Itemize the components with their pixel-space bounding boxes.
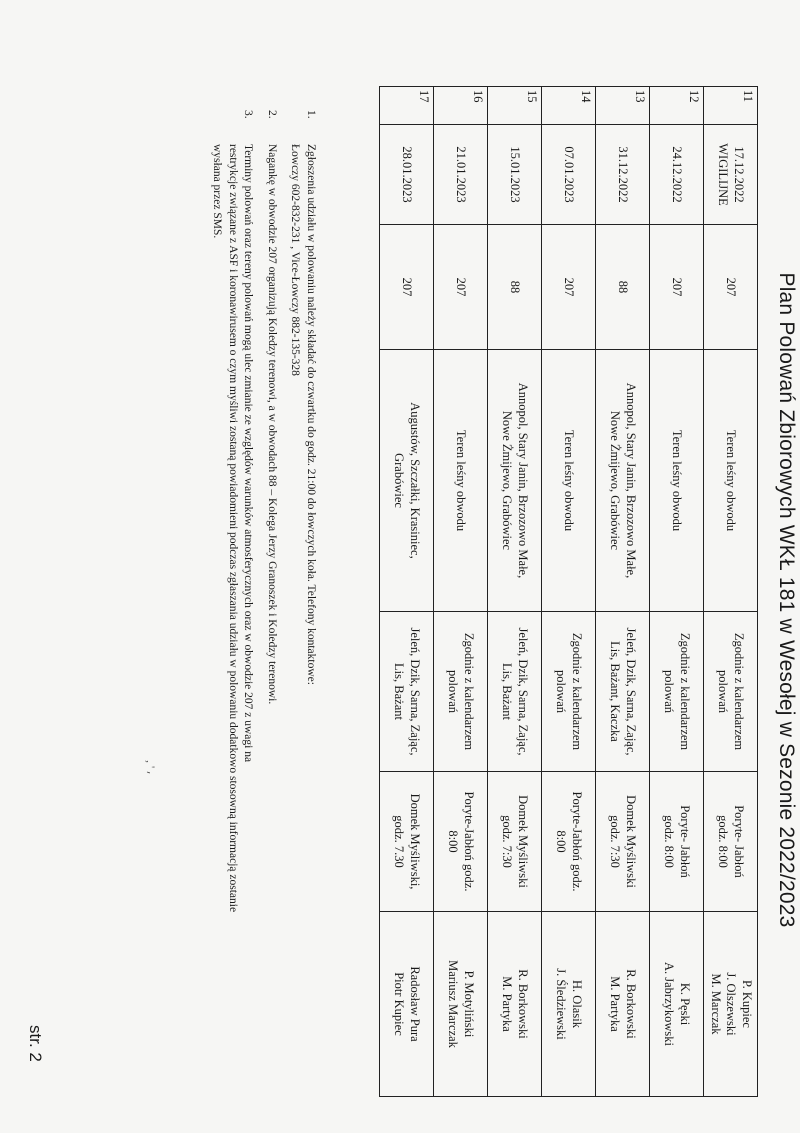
cell-game bbox=[434, 612, 488, 772]
cell-nr bbox=[380, 87, 434, 125]
cell-district bbox=[704, 225, 758, 350]
cell-meeting bbox=[542, 772, 596, 912]
note-number: 1. bbox=[305, 110, 317, 119]
cell-nr bbox=[542, 87, 596, 125]
cell-date bbox=[380, 125, 434, 225]
table-row bbox=[704, 87, 758, 1097]
cell-date bbox=[488, 125, 542, 225]
cell-district-text: 207 bbox=[454, 277, 469, 297]
cell-area bbox=[434, 350, 488, 612]
cell-district-text: 207 bbox=[562, 277, 577, 297]
cell-meeting-text: Domek Myśliwski godz. 7:30 bbox=[608, 795, 639, 888]
note-number: 3. bbox=[242, 110, 255, 119]
cell-game bbox=[596, 612, 650, 772]
cell-leaders-text: Radosław Pura Piotr Kupiec bbox=[392, 966, 423, 1042]
cell-district-text: 207 bbox=[670, 277, 685, 297]
cell-nr-text: 17 bbox=[417, 90, 431, 103]
cell-date bbox=[704, 125, 758, 225]
scan-marks: , ' ⸴ bbox=[144, 760, 158, 775]
cell-nr-text: 11 bbox=[741, 90, 755, 103]
notes-section bbox=[201, 110, 318, 970]
cell-area-text: Augustów, Szczałki, Krasiniec, Grabówiec bbox=[392, 402, 423, 559]
cell-game-text: Jeleń, Dzik, Sarna, Zając, Lis, Bażant, Kaczka bbox=[608, 627, 639, 756]
cell-meeting-text: Poryte- Jabłoń godz. 8:00 bbox=[662, 805, 693, 878]
cell-meeting-text: Poryte- Jabłoń godz. 8:00 bbox=[716, 805, 747, 878]
cell-area-text: Annopol, Stary Janin, Brzozowo Małe, Nowe Żmijewo, Grabówiec bbox=[500, 382, 531, 579]
table-row bbox=[542, 87, 596, 1097]
table-row bbox=[650, 87, 704, 1097]
cell-meeting bbox=[650, 772, 704, 912]
cell-leaders-text: H. Olasik J. Śledziewski bbox=[554, 968, 585, 1040]
cell-district bbox=[380, 225, 434, 350]
note-item bbox=[287, 110, 318, 970]
cell-meeting bbox=[704, 772, 758, 912]
cell-leaders bbox=[380, 912, 434, 1097]
cell-date-text: 17.12.2022 WIGILIJNE bbox=[716, 143, 747, 206]
cell-nr bbox=[596, 87, 650, 125]
cell-meeting-text: Poryte-Jabłoń godz. 8:00 bbox=[446, 791, 477, 892]
cell-leaders-text: P. Motyliński Mariusz Marczak bbox=[446, 960, 477, 1048]
cell-date-text: 21.01.2023 bbox=[454, 146, 469, 203]
cell-nr-text: 13 bbox=[633, 90, 647, 103]
cell-date bbox=[434, 125, 488, 225]
note-text: Nagankę w obwodzie 207 organizują Koledzy terenowi, a w obwodach 88 – Kolega Jerzy Granoszek i Koledzy terenowi. bbox=[265, 144, 278, 705]
cell-area bbox=[542, 350, 596, 612]
note-item bbox=[263, 110, 279, 970]
cell-game-text: Zgodnie z kalendarzem polowań bbox=[446, 632, 477, 751]
cell-game bbox=[542, 612, 596, 772]
cell-date-text: 28.01.2023 bbox=[400, 146, 415, 203]
cell-game bbox=[650, 612, 704, 772]
cell-district-text: 207 bbox=[400, 277, 415, 297]
cell-nr bbox=[488, 87, 542, 125]
cell-leaders-text: R. Borkowski M. Partyka bbox=[500, 969, 531, 1039]
cell-area-text: Teren leśny obwodu bbox=[670, 429, 685, 532]
cell-nr bbox=[704, 87, 758, 125]
table-row bbox=[434, 87, 488, 1097]
cell-date bbox=[596, 125, 650, 225]
page-title: Plan Polowań Zbiorowych WKŁ 181 w Wesołej w Sezonie 2022/2023 bbox=[775, 272, 798, 928]
cell-area-text: Teren leśny obwodu bbox=[562, 429, 577, 532]
cell-meeting bbox=[380, 772, 434, 912]
cell-district-text: 88 bbox=[508, 280, 523, 294]
cell-date-text: 31.12.2022 bbox=[616, 146, 631, 203]
cell-district-text: 88 bbox=[616, 280, 631, 294]
cell-game-text: Jeleń, Dzik, Sarna, Zając, Lis, Bażant bbox=[392, 627, 423, 756]
cell-area bbox=[596, 350, 650, 612]
cell-leaders bbox=[488, 912, 542, 1097]
cell-leaders bbox=[596, 912, 650, 1097]
cell-game bbox=[704, 612, 758, 772]
cell-meeting-text: Poryte-Jabłoń godz. 8:00 bbox=[554, 791, 585, 892]
cell-district bbox=[434, 225, 488, 350]
cell-game bbox=[380, 612, 434, 772]
hunts-schedule-table bbox=[379, 86, 758, 1097]
table-row bbox=[596, 87, 650, 1097]
cell-district-text: 207 bbox=[724, 277, 739, 297]
note-text: Terminy polowań oraz tereny polowań mogą ulec zmianie ze względów warunków atmosferycznych oraz w obwodzie 207 z uwagi na restrykcje związane z ASF i koronawirusem o czym myśliwi zostaną powiadomieni podczas zgłaszania udziału w polowaniu dodatkowo stosowną informacją zostanie wysłana przez SMS. bbox=[211, 144, 255, 913]
cell-leaders bbox=[704, 912, 758, 1097]
note-number: 2. bbox=[265, 110, 278, 119]
cell-meeting bbox=[596, 772, 650, 912]
note-text: Zgłoszenia udziału w polowaniu należy składać do czwartku do godz. 21:00 do łowczych koła. Telefony kontaktowe: Łowczy 602-832-231 , Vice-Łowczy 882-135-328 bbox=[289, 144, 317, 685]
cell-meeting bbox=[488, 772, 542, 912]
cell-nr-text: 15 bbox=[525, 90, 539, 103]
cell-meeting bbox=[434, 772, 488, 912]
cell-leaders-text: K. Pęski A. Jabrzykowski bbox=[662, 961, 693, 1046]
cell-nr-text: 16 bbox=[471, 90, 485, 103]
cell-nr bbox=[434, 87, 488, 125]
cell-date-text: 15.01.2023 bbox=[508, 146, 523, 203]
cell-date-text: 24.12.2022 bbox=[670, 146, 685, 203]
cell-area bbox=[650, 350, 704, 612]
cell-nr bbox=[650, 87, 704, 125]
cell-game-text: Zgodnie z kalendarzem polowań bbox=[662, 632, 693, 751]
cell-game-text: Zgodnie z kalendarzem polowań bbox=[716, 632, 747, 751]
cell-leaders-text: R. Borkowski M. Partyka bbox=[608, 969, 639, 1039]
cell-date-text: 07.01.2023 bbox=[562, 146, 577, 203]
cell-area-text: Annopol, Stary Janin, Brzozowo Małe, Nowe Żmijewo, Grabówiec bbox=[608, 382, 639, 579]
cell-meeting-text: Domek Myśliwski godz. 7:30 bbox=[500, 795, 531, 888]
cell-district bbox=[542, 225, 596, 350]
cell-leaders bbox=[434, 912, 488, 1097]
cell-district bbox=[596, 225, 650, 350]
table-row bbox=[380, 87, 434, 1097]
cell-game-text: Jeleń, Dzik, Sarna, Zając, Lis, Bażant bbox=[500, 627, 531, 756]
cell-meeting-text: Domek Myśliwski, godz. 7.30 bbox=[392, 793, 423, 890]
cell-area-text: Teren leśny obwodu bbox=[454, 429, 469, 532]
cell-area bbox=[704, 350, 758, 612]
note-item bbox=[209, 110, 256, 970]
cell-district bbox=[488, 225, 542, 350]
table-row bbox=[488, 87, 542, 1097]
cell-leaders bbox=[542, 912, 596, 1097]
cell-game-text: Zgodnie z kalendarzem polowań bbox=[554, 632, 585, 751]
cell-area bbox=[380, 350, 434, 612]
cell-area bbox=[488, 350, 542, 612]
cell-area-text: Teren leśny obwodu bbox=[724, 429, 739, 532]
cell-leaders bbox=[650, 912, 704, 1097]
cell-date bbox=[650, 125, 704, 225]
cell-nr-text: 12 bbox=[687, 90, 701, 103]
cell-district bbox=[650, 225, 704, 350]
cell-date bbox=[542, 125, 596, 225]
cell-leaders-text: P. Kupiec J. Olszewski M. Marczak bbox=[708, 972, 754, 1036]
cell-game bbox=[488, 612, 542, 772]
cell-nr-text: 14 bbox=[579, 90, 593, 103]
page-number: str. 2 bbox=[26, 1025, 45, 1062]
